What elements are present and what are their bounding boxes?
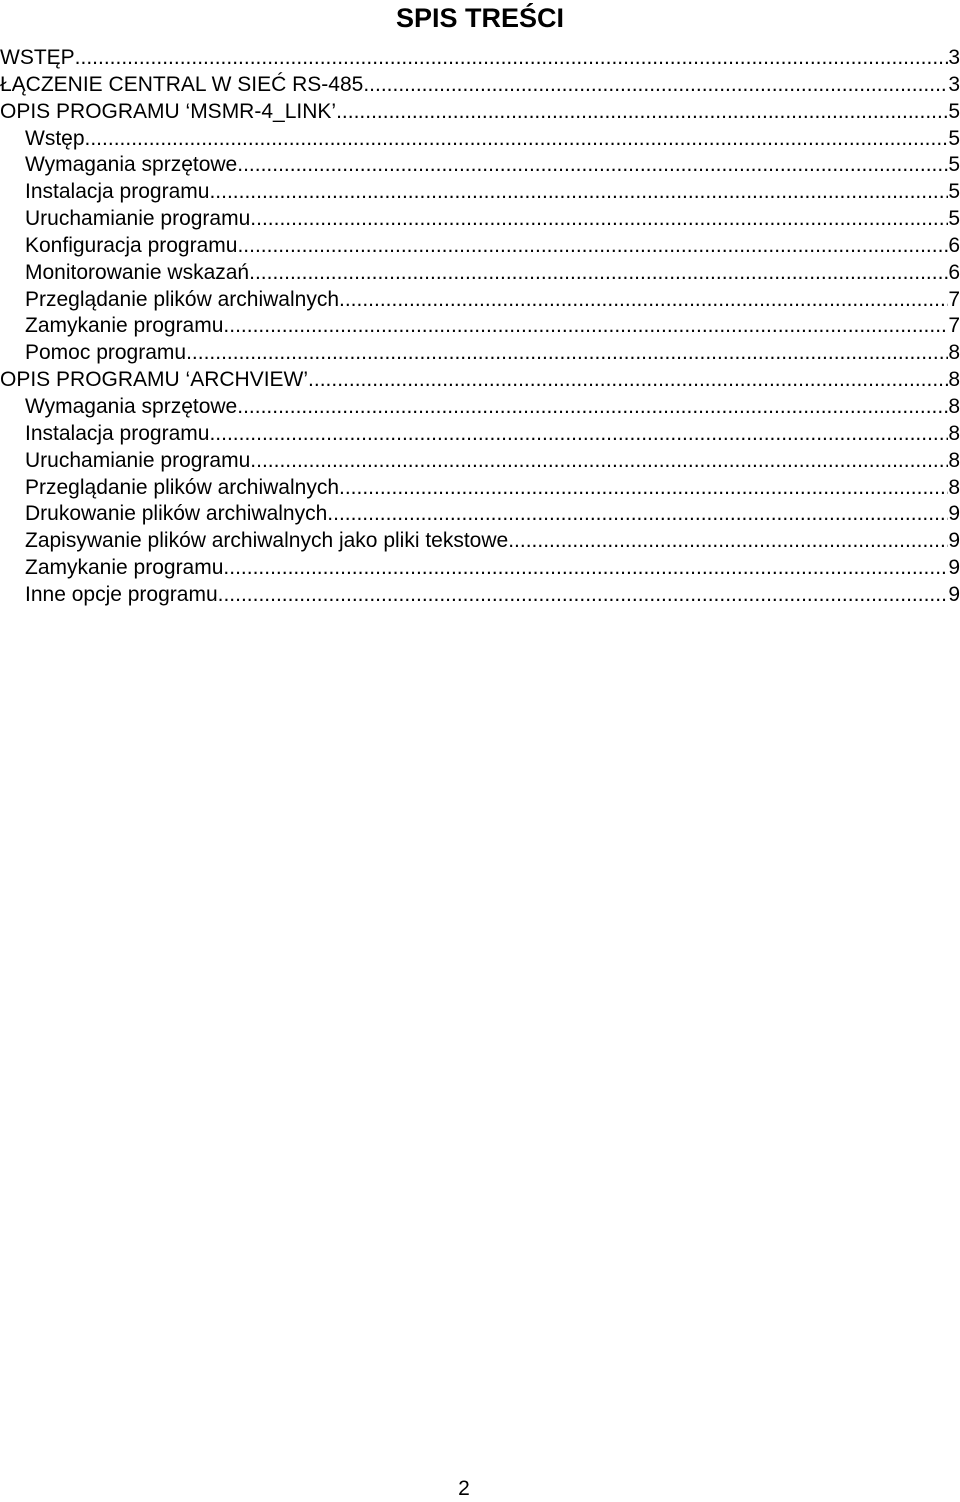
toc-entry-title: Drukowanie plików archiwalnych [25, 502, 328, 526]
toc-entry[interactable] [0, 152, 960, 179]
toc-entry-title: OPIS PROGRAMU ‘ARCHVIEW’ [0, 368, 309, 392]
toc-dot-leader [237, 152, 948, 178]
toc-entry-page: 7 [948, 287, 960, 311]
toc-entry-page: 3 [948, 46, 960, 69]
toc-dot-leader [209, 179, 948, 205]
toc-entry[interactable] [0, 394, 960, 421]
toc-entry-page: 6 [948, 233, 960, 257]
toc-entry[interactable] [0, 528, 960, 555]
toc-entry-title: Pomoc programu [25, 341, 187, 365]
toc-entry-page: 6 [948, 260, 960, 284]
toc-dot-leader [363, 72, 948, 98]
page-number: 2 [458, 1477, 470, 1500]
toc-dot-leader [249, 260, 948, 286]
toc-entry-title: Zamykanie programu [25, 314, 224, 338]
toc-entry-title: Przeglądanie plików archiwalnych [25, 475, 339, 499]
toc-entry-page: 8 [948, 421, 960, 445]
toc-entry[interactable] [0, 72, 960, 99]
toc-dot-leader [250, 206, 948, 232]
toc-dot-leader [336, 99, 948, 125]
toc-entry[interactable] [0, 206, 960, 233]
toc-dot-leader [237, 233, 948, 259]
toc-entry-title: Wymagania sprzętowe [25, 394, 238, 418]
toc-dot-leader [209, 421, 948, 447]
toc-entry[interactable] [0, 448, 960, 475]
toc-entry-page: 5 [948, 153, 960, 177]
toc-entry[interactable] [0, 260, 960, 287]
toc-entry-page: 5 [948, 207, 960, 231]
toc-entry-title: Uruchamianie programu [25, 207, 251, 231]
toc-entry[interactable] [0, 99, 960, 126]
toc-entry[interactable] [0, 501, 960, 528]
toc-entry[interactable] [0, 233, 960, 260]
toc-entry-title: WSTĘP [0, 46, 75, 69]
toc-entry-page: 5 [948, 99, 960, 123]
toc-dot-leader [218, 582, 949, 608]
toc-entry[interactable] [0, 475, 960, 502]
toc-entry-page: 9 [948, 502, 960, 526]
toc-entry-title: Zapisywanie plików archiwalnych jako pliki tekstowe [25, 529, 509, 553]
toc-entry-title: Monitorowanie wskazań [25, 260, 250, 284]
toc-dot-leader [508, 528, 948, 554]
toc-dot-leader [85, 126, 949, 152]
toc-entry[interactable] [0, 287, 960, 314]
toc-entry[interactable] [0, 340, 960, 367]
toc-dot-leader [223, 313, 948, 339]
toc-entry-page: 5 [948, 126, 960, 150]
toc-dot-leader [327, 501, 948, 527]
toc-dot-leader [186, 340, 948, 366]
toc-entry[interactable] [0, 582, 960, 609]
toc-dot-leader [223, 555, 948, 581]
toc-entry-title: Inne opcje programu [25, 582, 218, 606]
toc-entry-page: 8 [948, 448, 960, 472]
toc-entry-title: Instalacja programu [25, 180, 210, 204]
toc-entry[interactable] [0, 45, 960, 72]
toc-entry-page: 9 [948, 556, 960, 580]
toc-dot-leader [75, 45, 949, 71]
toc-entry-page: 8 [948, 394, 960, 418]
toc-entry-page: 9 [948, 529, 960, 553]
toc-entry-title: Zamykanie programu [25, 556, 224, 580]
toc-entry-page: 7 [948, 314, 960, 338]
toc-entry-title: Przeglądanie plików archiwalnych [25, 287, 339, 311]
toc-entry-page: 8 [948, 475, 960, 499]
toc-dot-leader [308, 367, 948, 393]
toc-entry-title: Konfiguracja programu [25, 233, 238, 257]
toc-entry-page: 8 [948, 368, 960, 392]
toc-entry-page: 9 [948, 582, 960, 606]
toc-dot-leader [339, 287, 948, 313]
toc-dot-leader [339, 475, 948, 501]
table-of-contents [0, 45, 960, 609]
toc-dot-leader [237, 394, 948, 420]
toc-entry-title: Instalacja programu [25, 421, 210, 445]
toc-entry[interactable] [0, 126, 960, 153]
page-title: SPIS TREŚCI [395, 3, 565, 33]
toc-entry[interactable] [0, 421, 960, 448]
toc-entry-title: Wstęp [25, 126, 85, 150]
toc-entry[interactable] [0, 179, 960, 206]
toc-entry[interactable] [0, 313, 960, 340]
toc-entry-title: Wymagania sprzętowe [25, 153, 238, 177]
toc-entry-page: 5 [948, 180, 960, 204]
toc-entry-page: 3 [948, 72, 960, 96]
toc-entry[interactable] [0, 555, 960, 582]
toc-entry-title: Uruchamianie programu [25, 448, 251, 472]
toc-entry-title: OPIS PROGRAMU ‘MSMR-4_LINK’ [0, 99, 337, 123]
toc-entry-page: 8 [948, 341, 960, 365]
toc-entry[interactable] [0, 367, 960, 394]
toc-entry-title: ŁĄCZENIE CENTRAL W SIEĆ RS-485 [0, 72, 364, 96]
toc-dot-leader [250, 448, 948, 474]
